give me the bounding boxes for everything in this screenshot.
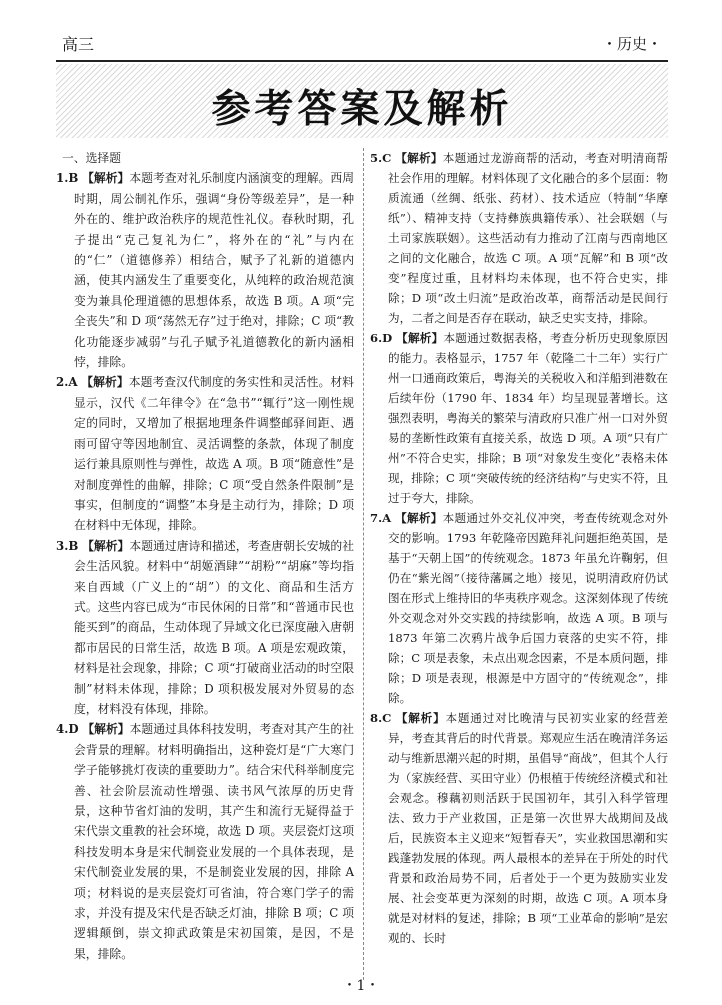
question-item <box>370 508 668 708</box>
question-item <box>56 536 354 720</box>
left-column <box>56 148 354 964</box>
analysis-text: 本题通过外交礼仪冲突，考查传统观念对外交的影响。1793 年乾隆帝因跪拜礼问题拒绝英国，是基于“天朝上国”的传统观念。1873 年虽允许鞠躬，但仍在“紫光阁”（接待藩属之地）接见，说明清政府仍试图在形式上维持旧的华夷秩序观念。这深刻体现了传统外交观念对外交实践的持续影响，故选 A 项。B 项与 1873 年第二次鸦片战争后国力衰落的史实不符，排除；C 项是表象，未点出观念因素，不是本质问题，排除；D 项是表现，根源是中方固守的“传统观念”，排除。 <box>388 511 668 705</box>
page-header <box>56 30 668 56</box>
header-divider <box>56 60 668 62</box>
answer-letter: C <box>382 151 392 165</box>
analysis-text: 本题考查对礼乐制度内涵演变的理解。西周时期，周公制礼作乐，强调“身份等级差异”，是一种外在的、维护政治秩序的规范性礼仪。春秋时期，孔子提出“克己复礼为仁”，将外在的“礼”与内在的“仁”（道德修养）相结合，赋予了礼新的道德内涵，使其内涵发生了重要变化，从纯粹的政治规范演变为兼具伦理道德的思想体系，故选 B 项。A 项“完全丧失”和 D 项“荡然无存”过于绝对，排除；C 项“教化功能逐步减弱”与孔子赋予礼道德教化的新内涵相悖，排除。 <box>74 171 354 370</box>
answer-letter: B <box>68 538 79 553</box>
section-title: 一、选择题 <box>62 151 121 165</box>
title-banner <box>56 64 668 138</box>
analysis-tag: 【解析】 <box>82 538 130 553</box>
analysis-text: 本题考查汉代制度的务实性和灵活性。材料显示，汉代《二年律令》在“急书”“辄行”这一刚性规定的同时，又增加了根据地理条件调整邮驿间距、遇雨可留守等因地制宜、灵活调整的条款，体现了制度运行兼具原则性与弹性，故选 A 项。B 项“随意性”是对制度弹性的曲解，排除；C 项“受自然条件限制”是事实，但制度的“调整”本身是主动行为，排除；D 项在材料中无体现，排除。 <box>74 375 354 533</box>
analysis-tag: 【解析】 <box>395 511 443 525</box>
question-number: 1. <box>56 171 69 186</box>
question-number: 5. <box>370 151 383 165</box>
analysis-text: 本题通过龙游商帮的活动，考查对明清商帮社会作用的理解。材料体现了文化融合的多个层面：物质流通（丝绸、纸张、药材）、技术适应（特制“华摩纸”）、精神支持（支持彝族典籍传承）、社会联姻（与土司家族联姻）。这些活动有力推动了江南与西南地区之间的文化融合，故选 C 项。A 项“瓦解”和 B 项“改变”程度过重，且材料均未体现，也不符合史实，排除；D 项“改土归流”是政治改革，商帮活动是民间行为，二者之间是否存在联动，缺乏史实支持，排除。 <box>388 151 668 325</box>
analysis-text: 本题通过数据表格，考查分析历史现象原因的能力。表格显示，1757 年（乾隆二十二年）实行广州一口通商政策后，粤海关的关税收入和洋船到港数在后续年份（1790 年、1834 年）均呈现显著增长。这强烈表明，粤海关的繁荣与清政府只准广州一口对外贸易的垄断性政策有直接关系，故选 D 项。A 项“只有广州”不符合史实，排除；B 项“对象发生变化”表格未体现，排除；C 项“突破传统的经济结构”与史实不符，且过于夸大，排除。 <box>388 331 668 505</box>
grade-label: 高三 <box>62 35 95 54</box>
answer-letter: D <box>68 722 79 737</box>
analysis-tag: 【解析】 <box>395 711 446 725</box>
question-item <box>56 372 354 535</box>
analysis-tag: 【解析】 <box>396 331 444 345</box>
subject-label: ・历史・ <box>601 35 662 53</box>
analysis-tag: 【解析】 <box>395 151 443 165</box>
question-number: 4. <box>56 722 69 737</box>
answer-letter: A <box>382 511 392 525</box>
analysis-tag: 【解析】 <box>82 722 130 737</box>
question-number: 3. <box>56 538 69 553</box>
page-number: ・1・ <box>342 978 380 994</box>
question-number: 7. <box>370 511 383 525</box>
question-number: 6. <box>370 331 383 345</box>
right-column <box>370 148 668 948</box>
answer-letter: B <box>68 171 79 186</box>
question-number: 8. <box>370 711 383 725</box>
analysis-text: 本题通过具体科技发明，考查对其产生的社会背景的理解。材料明确指出，这种瓷灯是“广大寒门学子能够挑灯夜读的重要助力”。结合宋代科举制度完善、社会阶层流动性增强、读书风气浓厚的历史背景，这种节省灯油的发明，其产生和流行无疑得益于宋代崇文重教的社会环境，故选 D 项。夹层瓷灯这项科技发明本身是宋代制瓷业发展的一个具体表现，是宋代制瓷业发展的果，不是制瓷业发展的因，排除 A 项；材料说的是夹层瓷灯可省油，符合寒门学子的需求，并没有提及宋代是否缺乏灯油，排除 B 项；C 项逻辑颠倒，崇文抑武政策是宋初国策，是因，不是果，排除。 <box>74 722 354 961</box>
question-item <box>370 328 668 508</box>
question-item <box>370 708 668 948</box>
question-item <box>56 719 354 964</box>
analysis-text: 本题通过唐诗和描述，考查唐朝长安城的社会生活风貌。材料中“胡姬酒肆”“胡粉”“胡麻”等均指来自西域（广义上的“胡”）的文化、商品和生活方式。这些内容已成为“市民休闲的日常”和“普通市民也能买到”的商品，生动体现了异域文化已深度融入唐朝都市居民的日常生活，故选 B 项。A 项是宏观政策，材料是社会现象，排除；C 项“打破商业活动的时空限制”材料未体现，排除；D 项积极发展对外贸易的态度，材料没有体现，排除。 <box>74 538 354 716</box>
analysis-tag: 【解析】 <box>82 171 130 186</box>
question-item <box>56 168 354 372</box>
answer-letter: C <box>382 711 392 725</box>
analysis-text: 本题通过对比晚清与民初实业家的经营差异，考查其背后的时代背景。郑观应生活在晚清洋务运动与维新思潮兴起的时期，虽倡导“商战”，但其个人行为（家族经营、买田守业）仍根植于传统经济模式和社会观念。穆藕初则活跃于民国初年，其引入科学管理法、致力于产业救国，正是第一次世界大战期间及战后，民族资本主义迎来“短暂春天”，实业救国思潮和实践蓬勃发展的体现。两人最根本的差异在于所处的时代背景和政治局势不同，后者处于一个更为鼓励实业发展、社会变革更为深刻的时期，故选 C 项。A 项本身就是对材料的复述，排除；B 项“工业革命的影响”是宏观的、长时 <box>388 711 668 945</box>
answer-letter: D <box>382 331 393 345</box>
question-item <box>370 148 668 328</box>
question-number: 2. <box>56 375 69 390</box>
analysis-tag: 【解析】 <box>81 375 129 390</box>
column-divider <box>363 148 364 980</box>
page-title: 参考答案及解析 <box>211 87 513 132</box>
answer-letter: A <box>68 375 78 390</box>
